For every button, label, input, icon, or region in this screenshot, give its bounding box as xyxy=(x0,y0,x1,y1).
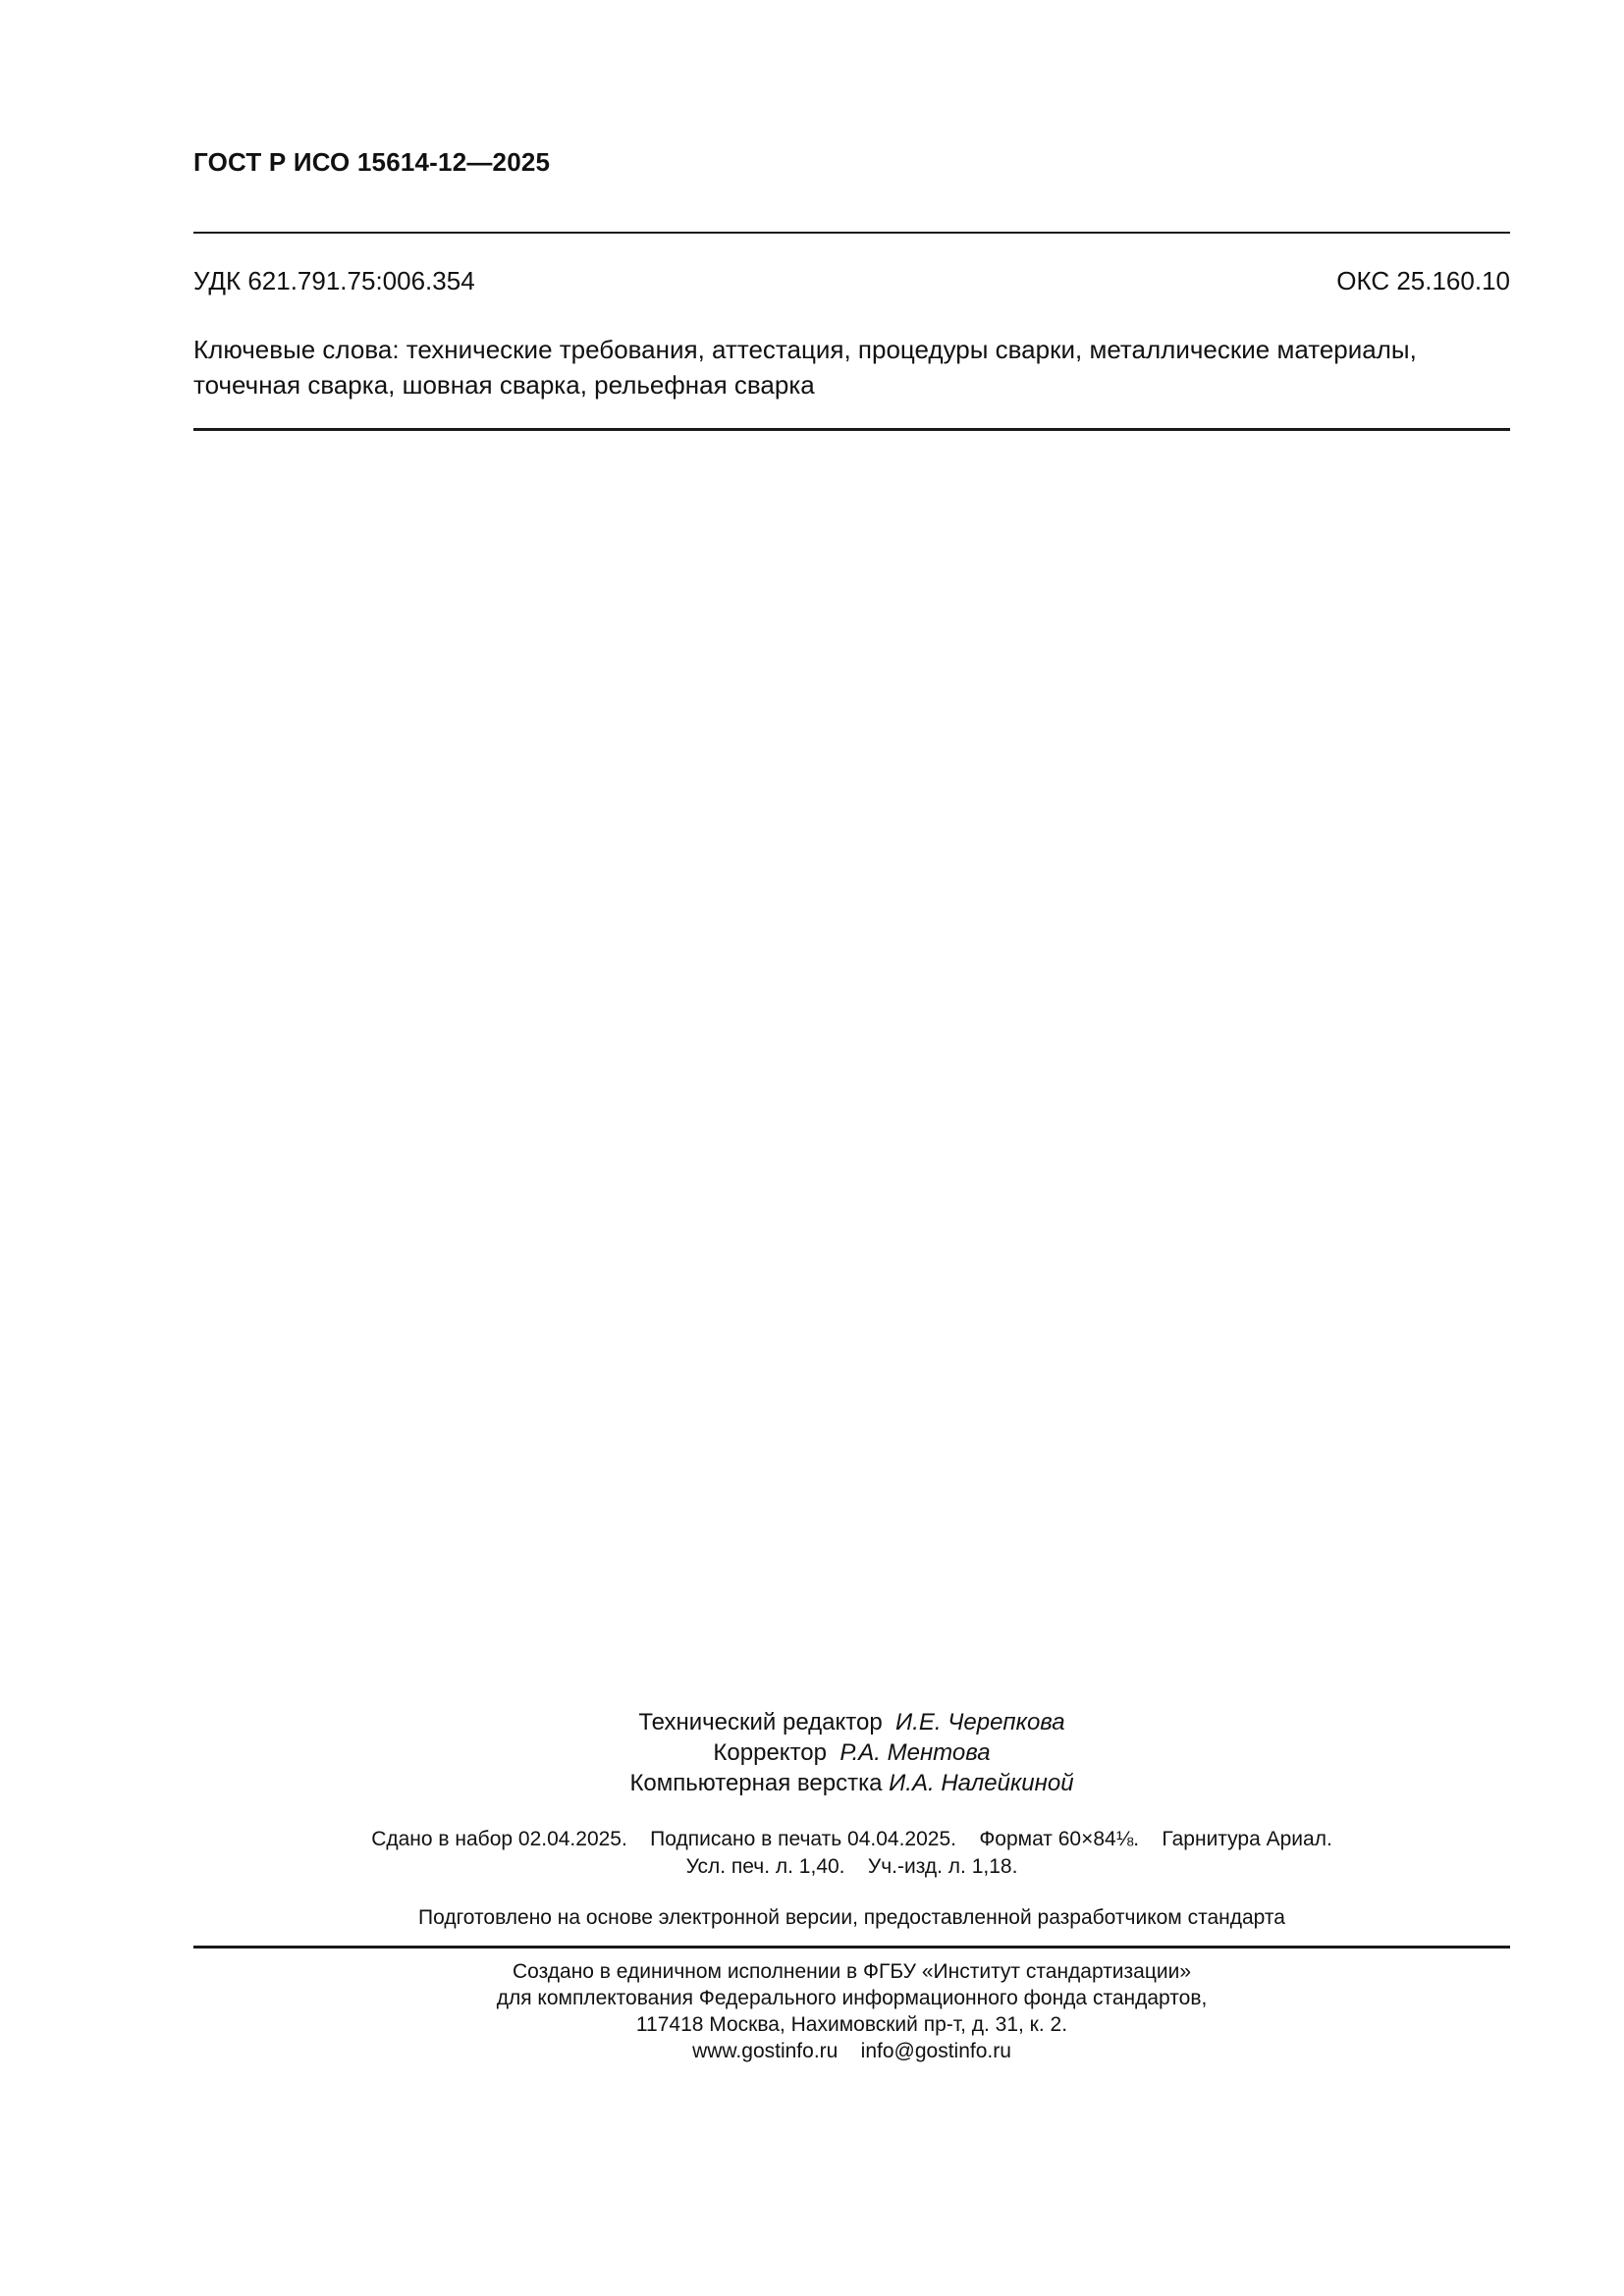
oks-code: ОКС 25.160.10 xyxy=(1336,266,1510,295)
corrector-label: Корректор xyxy=(713,1739,827,1766)
udk-code: УДК 621.791.75:006.354 xyxy=(193,266,475,295)
footer-line-1: Создано в единичном исполнении в ФГБУ «Институт стандартизации» xyxy=(512,1960,1192,1983)
footer-line-2: для комплектования Федерального информационного фонда стандартов, xyxy=(496,1987,1208,2009)
corrector-name: Р.А. Ментова xyxy=(839,1739,991,1766)
website-link[interactable]: www.gostinfo.ru xyxy=(692,2040,839,2062)
typeface: Гарнитура Ариал. xyxy=(1162,1828,1332,1850)
email-link[interactable]: info@gostinfo.ru xyxy=(860,2040,1011,2062)
tech-editor-name: И.Е. Черепкова xyxy=(895,1709,1065,1735)
typeset-date: Сдано в набор 02.04.2025. xyxy=(371,1828,627,1850)
top-divider xyxy=(193,232,1510,234)
layout-line xyxy=(193,1768,1510,1798)
footer-links xyxy=(193,2038,1510,2064)
corrector-line xyxy=(193,1737,1510,1768)
signed-date: Подписано в печать 04.04.2025. xyxy=(650,1828,956,1850)
footer-address: 117418 Москва, Нахимовский пр-т, д. 31, к. 2. xyxy=(635,2013,1068,2036)
keywords-line-1: Ключевые слова: технические требования, аттестация, процедуры сварки, металлические материалы, xyxy=(193,335,1417,364)
print-sheets: Усл. печ. л. 1,40. xyxy=(685,1855,845,1878)
keywords-block xyxy=(193,332,1510,402)
imprint-block xyxy=(193,1826,1510,1881)
layout-name: И.А. Налейкиной xyxy=(889,1770,1074,1796)
imprint-line-2 xyxy=(193,1853,1510,1881)
publisher-footer xyxy=(193,1958,1510,2064)
document-code: ГОСТ Р ИСО 15614-12—2025 xyxy=(193,147,551,177)
imprint-line-1 xyxy=(193,1826,1510,1853)
publication-sheets: Уч.-изд. л. 1,18. xyxy=(867,1855,1018,1878)
prepared-note: Подготовлено на основе электронной версии, предоставленной разработчиком стандарта xyxy=(418,1906,1285,1929)
paper-format: Формат 60×84⅛. xyxy=(979,1828,1140,1850)
layout-label: Компьютерная верстка xyxy=(629,1770,883,1796)
tech-editor-line xyxy=(193,1707,1510,1737)
keywords-line-2: точечная сварка, шовная сварка, рельефная сварка xyxy=(193,370,815,400)
credits-block xyxy=(193,1707,1510,1798)
tech-editor-label: Технический редактор xyxy=(638,1709,883,1735)
footer-divider xyxy=(193,1946,1510,1949)
keywords-divider xyxy=(193,428,1510,431)
